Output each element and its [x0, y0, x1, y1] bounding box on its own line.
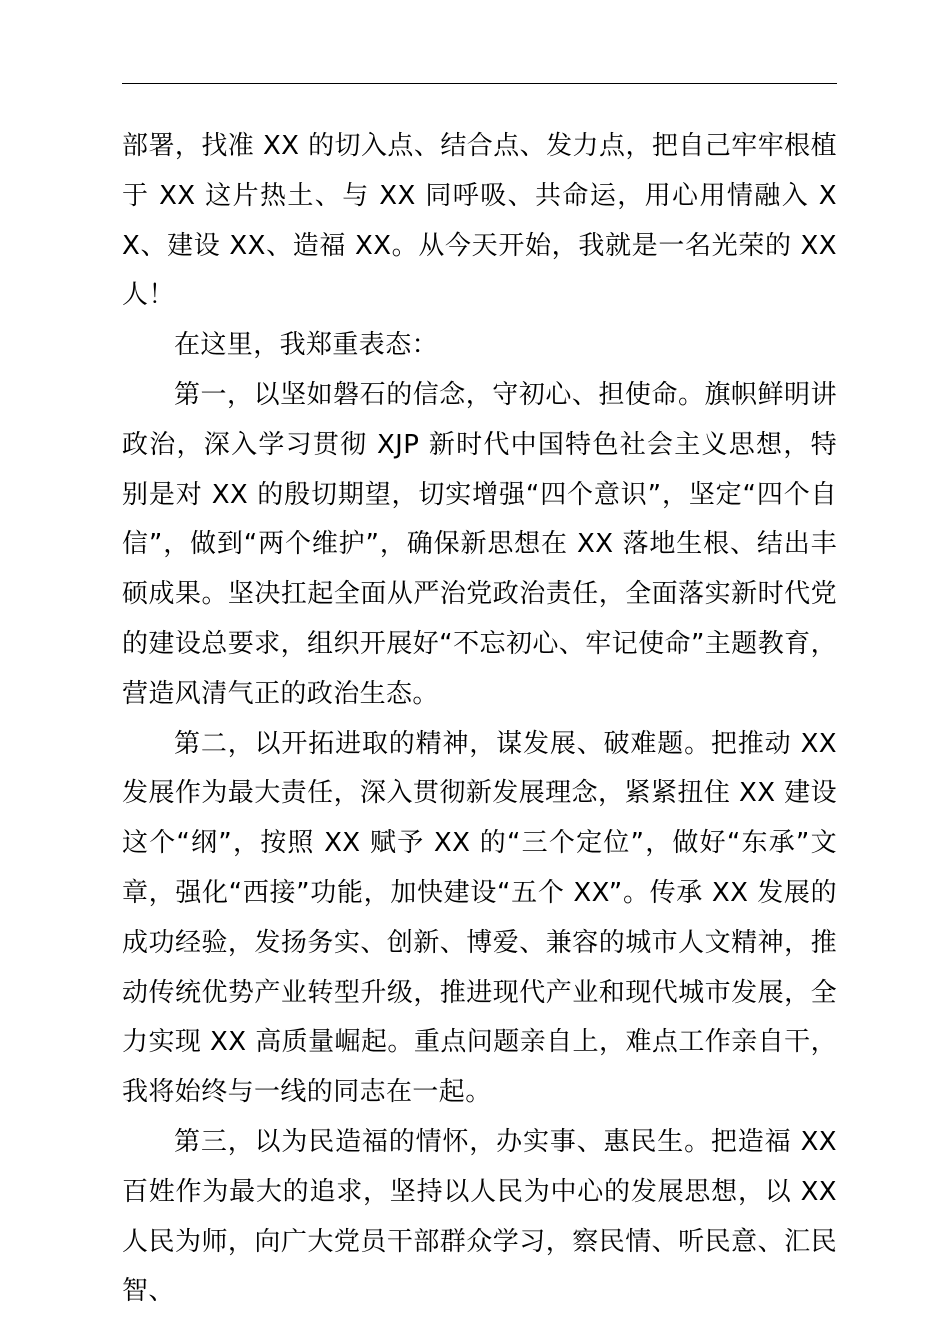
paragraph-continuation: 部署，找准 XX 的切入点、结合点、发力点，把自己牢牢根植于 XX 这片热土、与 XX 同呼吸、共命运，用心用情融入 XX、建设 XX、造福 XX。从今天开始，我就是一名光荣的 XX 人！ [122, 131, 837, 311]
paragraph-second-point: 第二，以开拓进取的精神，谋发展、破难题。把推动 XX 发展作为最大责任，深入贯彻新发展理念，紧紧扭住 XX 建设这个“纲”，按照 XX 赋予 XX 的“三个定位”，做好“东承”文章，强化“西接”功能，加快建设“五个 XX”。传承 XX 发展的成功经验，发扬务实、创新、博爱、兼容的城市人文精神，推动传统优势产业转型升级，推进现代产业和现代城市发展，全力实现 XX 高质量崛起。重点问题亲自上，难点工作亲自干，我将始终与一线的同志在一起。 [122, 728, 837, 1108]
paragraph-statement-intro: 在这里，我郑重表态： [174, 330, 439, 361]
header-rule [122, 83, 837, 84]
paragraph-first-point: 第一，以坚如磐石的信念，守初心、担使命。旗帜鲜明讲政治，深入学习贯彻 XJP 新时代中国特色社会主义思想，特别是对 XX 的殷切期望，切实增强“四个意识”，坚定“四个自信”，做到“两个维护”，确保新思想在 XX 落地生根、结出丰硕成果。坚决扛起全面从严治党政治责任，全面落实新时代党的建设总要求，组织开展好“不忘初心、牢记使命”主题教育，营造风清气正的政治生态。 [122, 379, 837, 709]
paragraph-third-point: 第三，以为民造福的情怀，办实事、惠民生。把造福 XX 百姓作为最大的追求，坚持以人民为中心的发展思想，以 XX 人民为师，向广大党员干部群众学习，察民情、听民意、汇民智、 [122, 1126, 837, 1307]
document-body [122, 122, 837, 1317]
